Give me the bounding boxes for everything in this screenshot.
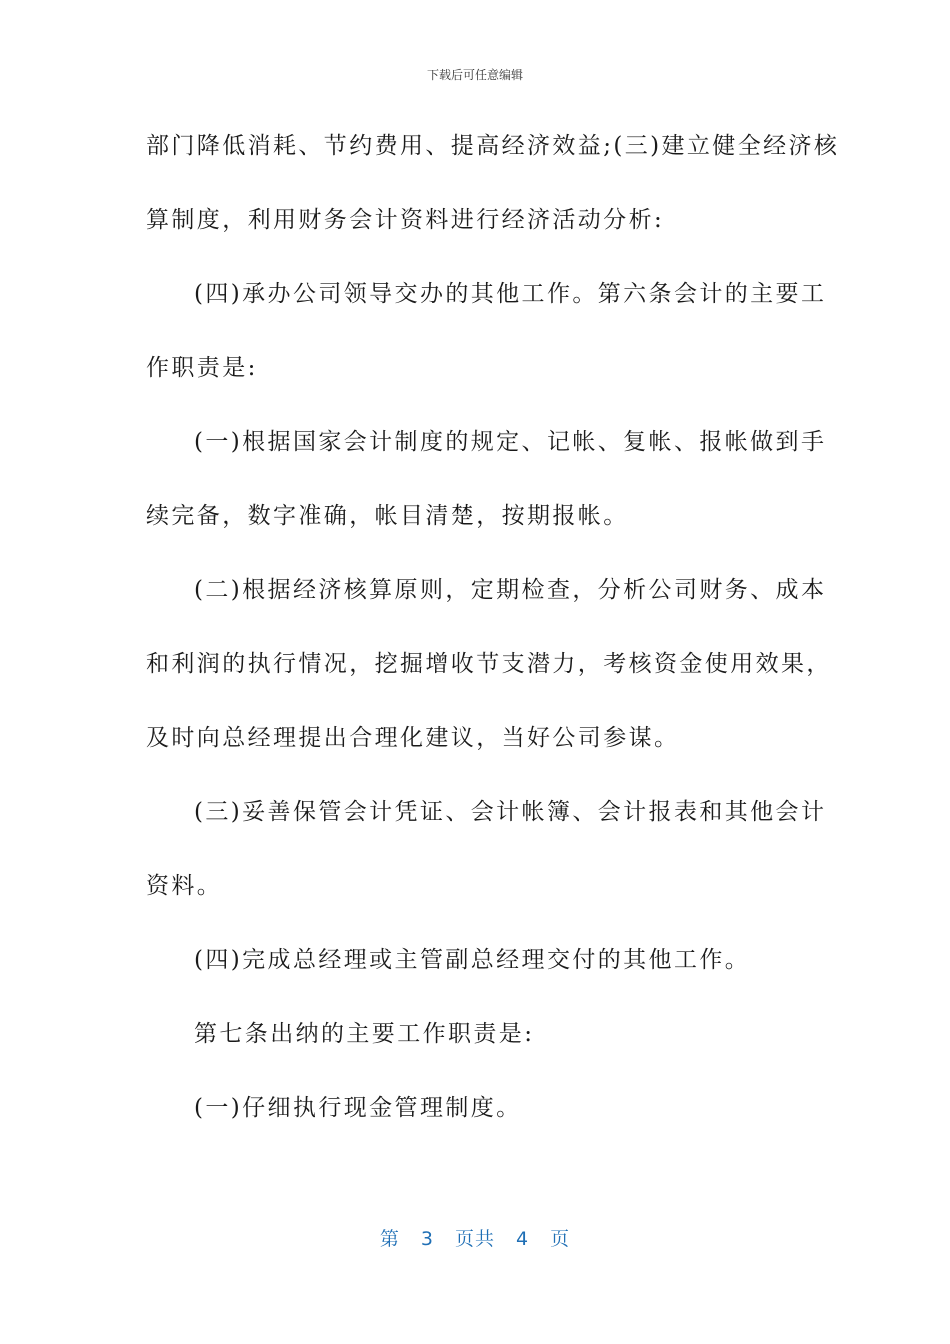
text-line: 资料。 (146, 873, 223, 899)
text-line: 第七条出纳的主要工作职责是: (194, 1021, 535, 1047)
text-line: 作职责是: (146, 355, 258, 381)
text-line: 算制度，利用财务会计资料进行经济活动分析: (146, 207, 665, 233)
text-line: (三)妥善保管会计凭证、会计帐簿、会计报表和其他会计 (194, 799, 827, 825)
text-line: (四)完成总经理或主管副总经理交付的其他工作。 (194, 947, 751, 973)
text-line: 及时向总经理提出合理化建议，当好公司参谋。 (146, 725, 680, 751)
text-line: 和利润的执行情况，挖掘增收节支潜力，考核资金使用效果， (146, 651, 832, 677)
text-line: (一)根据国家会计制度的规定、记帐、复帐、报帐做到手 (194, 429, 827, 455)
page-header: 下载后可任意编辑 (426, 68, 523, 82)
text-line: (二)根据经济核算原则，定期检查，分析公司财务、成本 (194, 577, 827, 603)
text-line: (四)承办公司领导交办的其他工作。第六条会计的主要工 (194, 281, 827, 307)
document-body (146, 116, 840, 1152)
text-line: (一)仔细执行现金管理制度。 (194, 1095, 522, 1121)
page-number-footer: 第 3 页共 4 页 (379, 1228, 571, 1250)
text-line: 续完备，数字准确，帐目清楚，按期报帐。 (146, 503, 629, 529)
text-line: 部门降低消耗、节约费用、提高经济效益;(三)建立健全经济核 (146, 133, 840, 159)
